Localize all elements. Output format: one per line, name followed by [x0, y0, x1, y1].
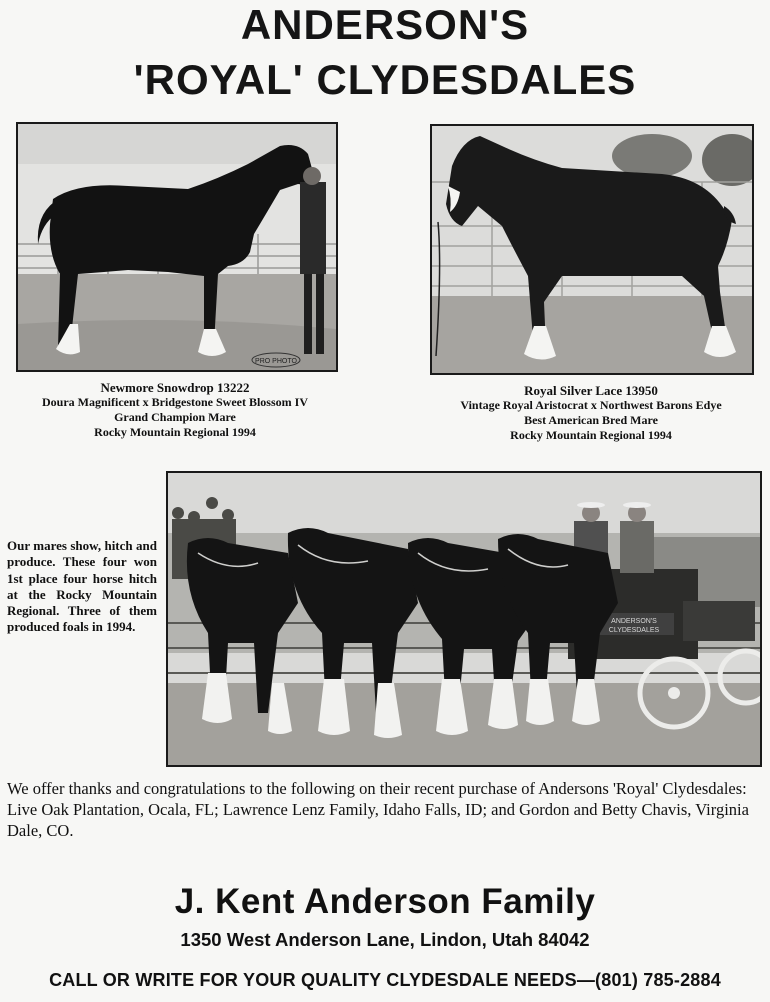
award-right: Best American Bred Mare: [524, 413, 658, 427]
caption-right: [424, 383, 758, 443]
photo-royal-silver-lace: [430, 124, 754, 375]
headline-line-1: ANDERSON'S: [240, 1, 530, 48]
wagon-sign-line-1: ANDERSON'S: [611, 618, 657, 625]
event-right: Rocky Mountain Regional 1994: [510, 428, 672, 442]
headline-line-2: 'ROYAL' CLYDESDALES: [133, 56, 637, 103]
thanks-paragraph: We offer thanks and congratulations to the following on their recent purchase of Andersons 'Royal' Clydesdales: Live Oak Plantation, Ocala, FL; Lawrence Lenz Family, Idaho Falls, ID; and Gordon and Betty Chavis, Virginia Dale, CO.: [7, 779, 749, 840]
pro-photo-watermark: PRO PHOTO: [255, 358, 297, 365]
wagon-sign-line-2: CLYDESDALES: [608, 627, 660, 634]
photo-newmore-snowdrop: [16, 122, 338, 372]
photo-four-horse-hitch: [166, 471, 762, 767]
family-name: J. Kent Anderson Family: [174, 882, 596, 921]
call-to-action: CALL OR WRITE FOR YOUR QUALITY CLYDESDALE NEEDS—(801) 785-2884: [49, 970, 721, 990]
event-left: Rocky Mountain Regional 1994: [94, 425, 256, 439]
side-description: Our mares show, hitch and produce. These four won 1st place four horse hitch at the Rocky Mountain Regional. Three of them produced foals in 1994.: [7, 538, 157, 635]
address: 1350 West Anderson Lane, Lindon, Utah 84042: [180, 929, 590, 950]
pedigree-right: Vintage Royal Aristocrat x Northwest Barons Edye: [460, 398, 722, 412]
horse-name-left: Newmore Snowdrop 13222: [100, 380, 250, 395]
award-left: Grand Champion Mare: [114, 410, 236, 424]
horse-name-right: Royal Silver Lace 13950: [524, 383, 658, 398]
pedigree-left: Doura Magnificent x Bridgestone Sweet Blossom IV: [42, 395, 308, 409]
caption-left: [8, 380, 342, 440]
